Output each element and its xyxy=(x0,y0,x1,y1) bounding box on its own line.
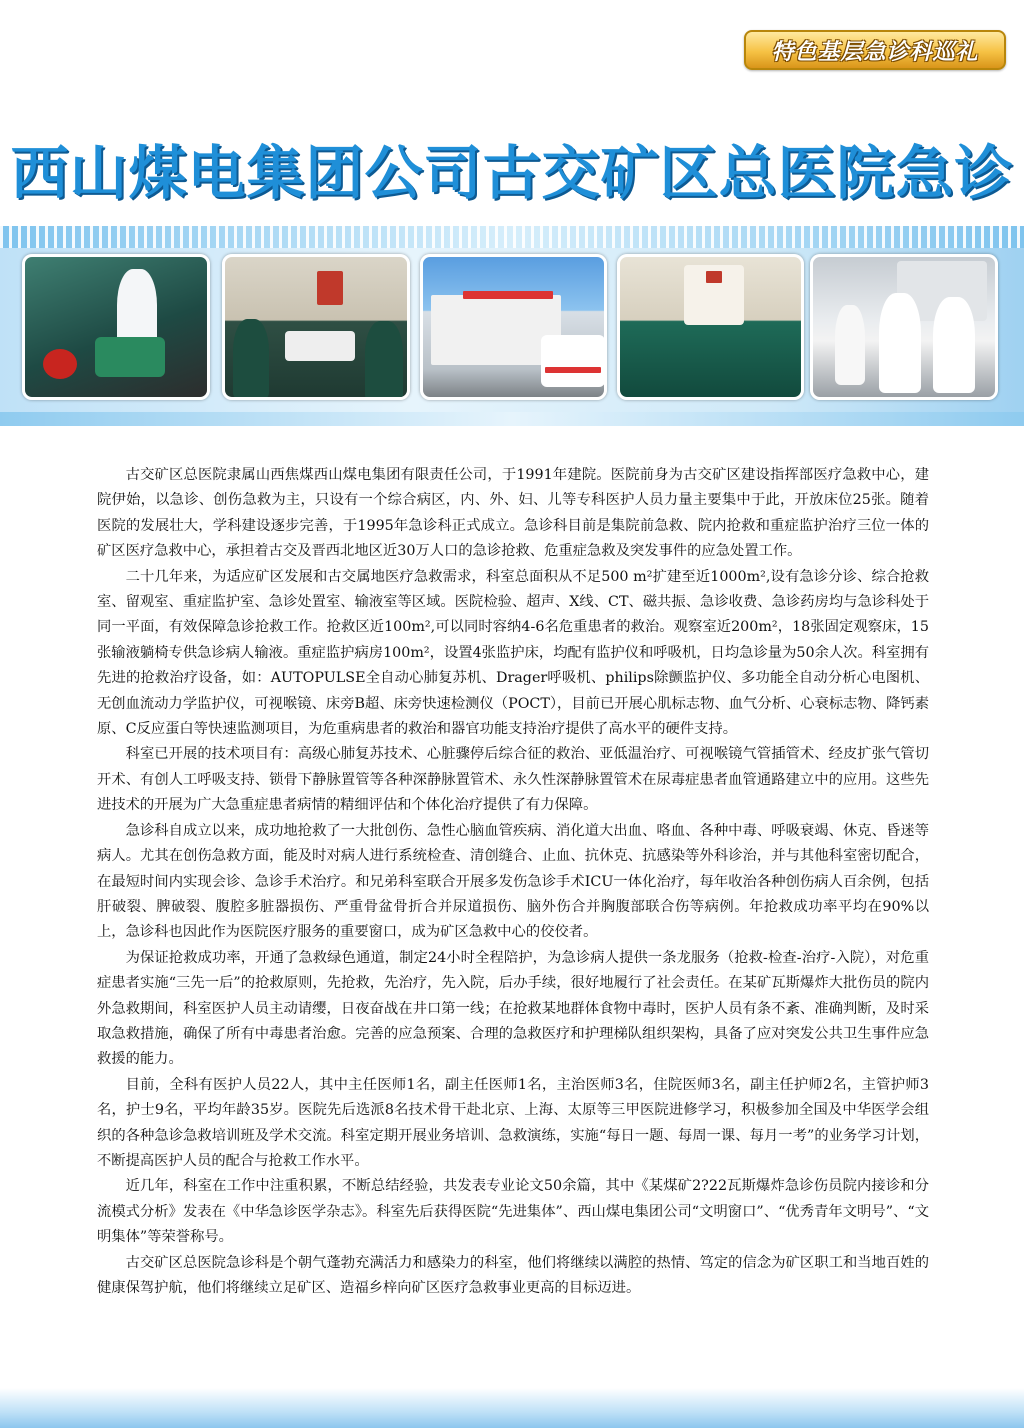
footer-band xyxy=(0,1388,1024,1428)
article-paragraph: 急诊科自成立以来，成功地抢救了一大批创伤、急性心脑血管疾病、消化道大出血、咯血、各种中毒、呼吸衰竭、休克、昏迷等病人。尤其在创伤急救方面，能及时对病人进行系统检查、清创缝合、止血、抗休克、抗感染等外科诊治，并与其他科室密切配合，在最短时间内实现会诊、急诊手术治疗。和兄弟科室联合开展多发伤急诊手术ICU一体化治疗，每年收治各种创伤病人百余例，包括肝破裂、脾破裂、腹腔多脏器损伤、严重骨盆骨折合并尿道损伤、脑外伤合并胸腹部联合伤等病例。年抢救成功率平均在90%以上，急诊科也因此作为医院医疗服务的重要窗口，成为矿区急救中心的佼佼者。 xyxy=(97,822,929,941)
article-paragraph: 古交矿区总医院隶属山西焦煤西山煤电集团有限责任公司，于1991年建院。医院前身为古交矿区建设指挥部医疗急救中心，建院伊始，以急诊、创伤急救为主，只设有一个综合病区，内、外、妇、儿等专科医护人员力量主要集中于此，开放床位25张。随着医院的发展壮大，学科建设逐步完善，于1995年急诊科正式成立。急诊科目前是集院前急救、院内抢救和重症监护治疗三位一体的矿区医疗急救中心，承担着古交及晋西北地区近30万人口的急诊抢救、危重症急救及突发事件的应急处置工作。 xyxy=(97,467,929,560)
photo-staff-group xyxy=(617,254,804,400)
photo-hospital-building-ambulance xyxy=(420,254,607,400)
article-paragraph: 近几年，科室在工作中注重积累，不断总结经验，共发表专业论文50余篇，其中《某煤矿2?22瓦斯爆炸急诊伤员院内接诊和分流模式分析》发表在《中华急诊医学杂志》。科室先后获得医院“先进集体”、西山煤电集团公司“文明窗口”、“优秀青年文明号”、“文明集体”等荣誉称号。 xyxy=(97,1178,929,1246)
photo-patient-transfer xyxy=(810,254,998,400)
article-paragraph: 科室已开展的技术项目有：高级心肺复苏技术、心脏骤停后综合征的救治、亚低温治疗、可视喉镜气管插管术、经皮扩张气管切开术、有创人工呼吸支持、锁骨下静脉置管等各种深静脉置管术、永久性深静脉置管术在尿毒症患者血管通路建立中的应用。这些先进技术的开展为广大急重症患者病情的精细评估和个体化治疗提供了有力保障。 xyxy=(97,746,929,814)
article-body xyxy=(97,463,929,1301)
photo-staff-meeting xyxy=(222,254,410,400)
article-paragraph: 二十几年来，为适应矿区发展和古交属地医疗急救需求，科室总面积从不足500 m²扩建至近1000m²,设有急诊分诊、综合抢救室、留观室、重症监护室、急诊处置室、输液室等区域。医院检验、超声、X线、CT、磁共振、急诊收费、急诊药房均与急诊科处于同一平面，有效保障急诊抢救工作。抢救区近100m²,可以同时容纳4-6名危重患者的救治。观察室近200m²，18张固定观察床，15张输液躺椅专供急诊病人输液。重症监护病房100m²，设置4张监护床，均配有监护仪和呼吸机，日均急诊量为50余人次。科室拥有先进的抢救治疗设备，如：AUTOPULSE全自动心肺复苏机、Drager呼吸机、philips除颤监护仪、多功能全自动分析心电图机、无创血流动力学监护仪，可视喉镜、床旁B超、床旁快速检测仪（POCT），目前已开展心肌标志物、血气分析、心衰标志物、降钙素原、C反应蛋白等快速监测项目，为危重病患者的救治和器官功能支持治疗提供了高水平的硬件支持。 xyxy=(97,568,929,738)
page-title: 西山煤电集团公司古交矿区总医院急诊 xyxy=(10,139,1014,207)
column-badge xyxy=(744,30,1006,70)
photo-treatment-room xyxy=(22,254,210,400)
article-paragraph: 为保证抢救成功率，开通了急救绿色通道，制定24小时全程陪护，为急诊病人提供一条龙服务（抢救-检查-治疗-入院），对危重症患者实施“三先一后”的抢救原则，先抢救，先治疗，先入院，后办手续，很好地履行了社会责任。在某矿瓦斯爆炸大批伤员的院内外急救期间，科室医护人员主动请缨，日夜奋战在井口第一线；在抢救某地群体食物中毒时，医护人员有条不紊、准确判断，及时采取急救措施，确保了所有中毒患者治愈。完善的应急预案、合理的急救医疗和护理梯队组织架构，具备了应对突发公共卫生事件应急救援的能力。 xyxy=(97,949,929,1068)
column-badge-text: 特色基层急诊科巡礼 xyxy=(771,39,979,65)
article-paragraph: 目前，全科有医护人员22人，其中主任医师1名，副主任医师1名，主治医师3名，住院医师3名，副主任护师2名，主管护师3名，护士9名，平均年龄35岁。医院先后选派8名技术骨干赴北京、上海、太原等三甲医院进修学习，积极参加全国及中华医学会组织的各种急诊急救培训班及学术交流。科室定期开展业务培训、急救演练，实施“每日一题、每周一课、每月一考”的业务学习计划，不断提高医护人员的配合与抢救工作水平。 xyxy=(97,1076,929,1169)
article-paragraph: 古交矿区总医院急诊科是个朝气蓬勃充满活力和感染力的科室，他们将继续以满腔的热情、笃定的信念为矿区职工和当地百姓的健康保驾护航，他们将继续立足矿区、造福乡梓向矿区医疗急救事业更高的目标迈进。 xyxy=(97,1254,929,1296)
